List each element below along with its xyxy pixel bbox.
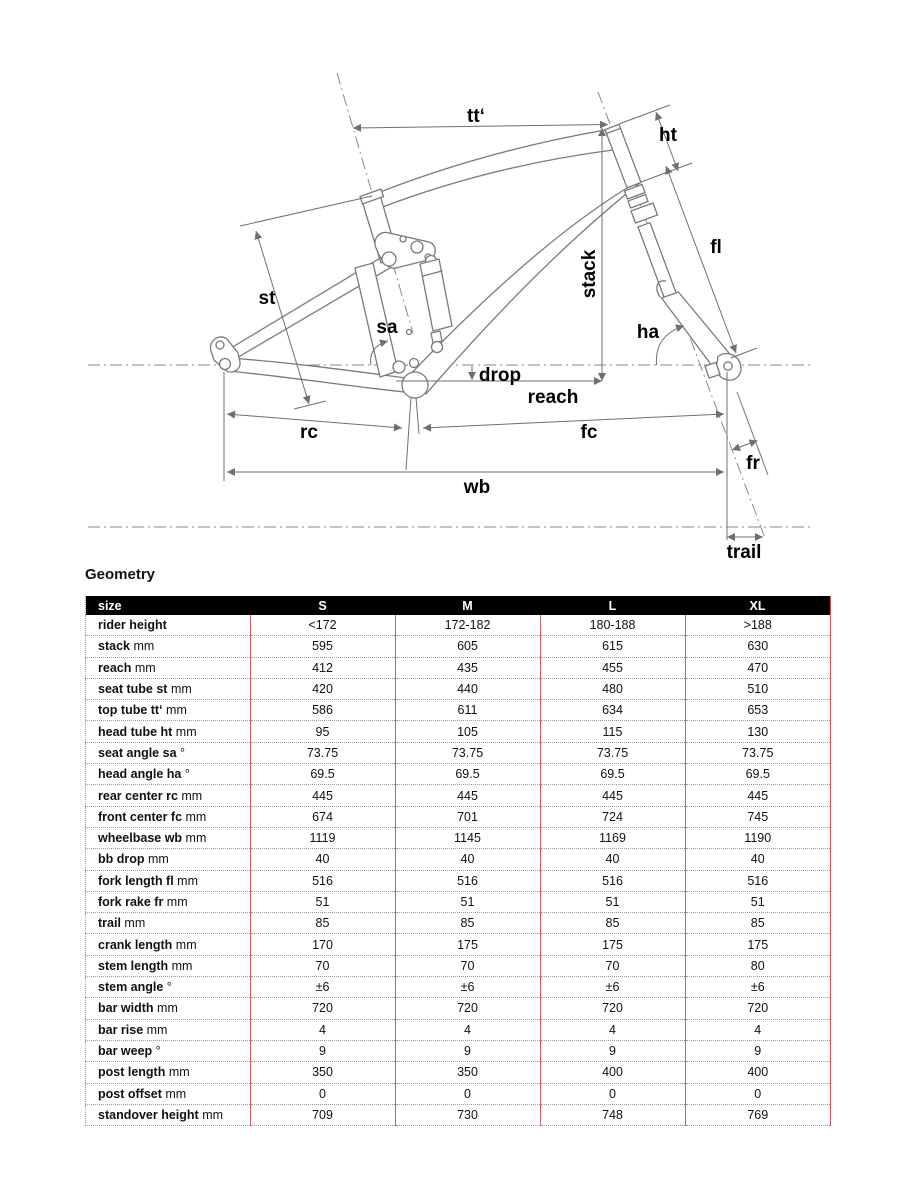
row-value: 720 — [540, 998, 685, 1019]
table-row — [86, 913, 831, 934]
dim-fc — [423, 414, 724, 428]
row-label: crank length mm — [86, 934, 251, 955]
row-label: bar rise mm — [86, 1019, 251, 1040]
size-header-m: M — [395, 596, 540, 615]
row-value: 70 — [250, 955, 395, 976]
label-trail: trail — [726, 542, 762, 563]
row-label: rear center rc mm — [86, 785, 251, 806]
table-row — [86, 721, 831, 742]
row-value: 9 — [250, 1040, 395, 1061]
label-ht: ht — [659, 125, 677, 146]
row-value: 701 — [395, 806, 540, 827]
row-label: fork rake fr mm — [86, 891, 251, 912]
table-row — [86, 785, 831, 806]
row-value: 748 — [540, 1104, 685, 1125]
row-value: 470 — [685, 657, 831, 678]
row-value: ±6 — [540, 977, 685, 998]
label-st: st — [258, 288, 276, 309]
row-value: 40 — [250, 849, 395, 870]
row-value: 40 — [395, 849, 540, 870]
table-row — [86, 891, 831, 912]
row-value: 1169 — [540, 827, 685, 848]
row-value: 1190 — [685, 827, 831, 848]
row-value: 595 — [250, 636, 395, 657]
row-value: 400 — [540, 1062, 685, 1083]
rear-axle — [220, 359, 231, 370]
table-row — [86, 1083, 831, 1104]
row-label: bar weep ° — [86, 1040, 251, 1061]
row-value: 445 — [395, 785, 540, 806]
size-header-xl: XL — [685, 596, 831, 615]
row-value: 95 — [250, 721, 395, 742]
row-value: 85 — [540, 913, 685, 934]
row-value: 435 — [395, 657, 540, 678]
row-value: 1145 — [395, 827, 540, 848]
row-value: 51 — [250, 891, 395, 912]
row-value: ±6 — [395, 977, 540, 998]
row-value: 0 — [395, 1083, 540, 1104]
row-value: 516 — [395, 870, 540, 891]
row-value: 440 — [395, 678, 540, 699]
label-rc: rc — [300, 422, 318, 443]
row-value: 720 — [395, 998, 540, 1019]
label-fc: fc — [580, 422, 598, 443]
label-fr: fr — [746, 453, 760, 474]
row-value: 634 — [540, 700, 685, 721]
row-value: 175 — [540, 934, 685, 955]
row-value: 605 — [395, 636, 540, 657]
row-value: 720 — [250, 998, 395, 1019]
row-value: 9 — [540, 1040, 685, 1061]
row-value: 769 — [685, 1104, 831, 1125]
table-row — [86, 615, 831, 636]
row-value: ±6 — [685, 977, 831, 998]
row-label: head angle ha ° — [86, 764, 251, 785]
size-header-s: S — [250, 596, 395, 615]
row-value: 70 — [540, 955, 685, 976]
row-value: 51 — [685, 891, 831, 912]
row-value: 180-188 — [540, 615, 685, 636]
row-label: bar width mm — [86, 998, 251, 1019]
centerlines — [88, 73, 812, 538]
row-value: 130 — [685, 721, 831, 742]
row-value: 105 — [395, 721, 540, 742]
label-wb: wb — [463, 477, 491, 498]
table-row — [86, 827, 831, 848]
row-value: 445 — [250, 785, 395, 806]
bike-geometry-diagram — [0, 0, 900, 565]
row-value: 445 — [540, 785, 685, 806]
size-column-header: size — [86, 596, 251, 615]
table-row — [86, 806, 831, 827]
ext-bb-fan-2 — [416, 397, 419, 434]
row-value: 400 — [685, 1062, 831, 1083]
row-value: 175 — [685, 934, 831, 955]
row-label: wheelbase wb mm — [86, 827, 251, 848]
row-value: 40 — [540, 849, 685, 870]
row-value: 73.75 — [540, 742, 685, 763]
table-row — [86, 1019, 831, 1040]
label-stack: stack — [579, 249, 600, 299]
label-drop: drop — [478, 365, 522, 386]
row-value: 0 — [685, 1083, 831, 1104]
row-value: 745 — [685, 806, 831, 827]
row-label: top tube tt‘ mm — [86, 700, 251, 721]
row-value: 412 — [250, 657, 395, 678]
table-row — [86, 1040, 831, 1061]
table-row — [86, 700, 831, 721]
row-value: 586 — [250, 700, 395, 721]
row-value: 80 — [685, 955, 831, 976]
top-tube — [370, 130, 613, 208]
front-axle — [724, 362, 732, 370]
row-value: 724 — [540, 806, 685, 827]
label-ha: ha — [636, 322, 660, 343]
table-row — [86, 977, 831, 998]
geometry-table — [85, 596, 831, 1126]
row-label: reach mm — [86, 657, 251, 678]
row-label: fork length fl mm — [86, 870, 251, 891]
table-row — [86, 764, 831, 785]
row-value: 85 — [250, 913, 395, 934]
row-value: 0 — [540, 1083, 685, 1104]
row-label: stack mm — [86, 636, 251, 657]
row-value: 1119 — [250, 827, 395, 848]
seat-tube-bolt — [407, 330, 412, 335]
table-row — [86, 657, 831, 678]
row-value: 480 — [540, 678, 685, 699]
section-title: Geometry — [85, 566, 156, 583]
row-value: 175 — [395, 934, 540, 955]
rear-dropout-hole — [216, 341, 224, 349]
row-label: bb drop mm — [86, 849, 251, 870]
label-reach: reach — [527, 387, 579, 408]
ext-ht-bottom — [641, 163, 692, 182]
row-label: seat angle sa ° — [86, 742, 251, 763]
row-value: 350 — [395, 1062, 540, 1083]
row-value: 69.5 — [540, 764, 685, 785]
label-fl: fl — [710, 237, 722, 258]
table-row — [86, 998, 831, 1019]
rocker-shock-hole — [411, 241, 423, 253]
row-value: 516 — [685, 870, 831, 891]
table-row — [86, 636, 831, 657]
row-label: post offset mm — [86, 1083, 251, 1104]
row-label: stem angle ° — [86, 977, 251, 998]
dimension-labels — [259, 106, 762, 563]
row-value: 115 — [540, 721, 685, 742]
row-value: 730 — [395, 1104, 540, 1125]
ext-st-top — [240, 196, 372, 226]
row-value: 40 — [685, 849, 831, 870]
head-tube — [605, 124, 641, 187]
table-row — [86, 934, 831, 955]
row-value: 350 — [250, 1062, 395, 1083]
dim-ha-arc — [656, 326, 684, 365]
row-label: head tube ht mm — [86, 721, 251, 742]
row-value: 70 — [395, 955, 540, 976]
row-value: 69.5 — [395, 764, 540, 785]
label-sa: sa — [376, 317, 398, 338]
table-row — [86, 678, 831, 699]
table-row — [86, 742, 831, 763]
row-value: 611 — [395, 700, 540, 721]
main-pivot — [393, 361, 405, 373]
row-label: rider height — [86, 615, 251, 636]
ext-ht-top — [619, 105, 670, 124]
row-value: 4 — [685, 1019, 831, 1040]
table-row — [86, 1062, 831, 1083]
row-value: 73.75 — [395, 742, 540, 763]
row-value: 51 — [540, 891, 685, 912]
row-label: stem length mm — [86, 955, 251, 976]
row-value: 170 — [250, 934, 395, 955]
row-value: 709 — [250, 1104, 395, 1125]
table-row — [86, 1104, 831, 1125]
ext-bb-fan-1 — [406, 397, 411, 470]
row-value: 510 — [685, 678, 831, 699]
row-value: 85 — [685, 913, 831, 934]
bottom-bracket — [402, 372, 428, 398]
geometry-table-body — [86, 615, 831, 1126]
row-value: 69.5 — [685, 764, 831, 785]
row-label: trail mm — [86, 913, 251, 934]
table-row — [86, 870, 831, 891]
row-value: 73.75 — [685, 742, 831, 763]
row-value: 516 — [540, 870, 685, 891]
size-header-l: L — [540, 596, 685, 615]
rocker-small-hole2 — [400, 236, 406, 242]
row-value: 0 — [250, 1083, 395, 1104]
row-label: standover height mm — [86, 1104, 251, 1125]
row-value: 630 — [685, 636, 831, 657]
row-value: 516 — [250, 870, 395, 891]
row-value: 445 — [685, 785, 831, 806]
row-value: 615 — [540, 636, 685, 657]
table-row — [86, 955, 831, 976]
row-value: <172 — [250, 615, 395, 636]
row-value: 9 — [685, 1040, 831, 1061]
row-value: 455 — [540, 657, 685, 678]
shock-body — [420, 259, 452, 331]
row-label: seat tube st mm — [86, 678, 251, 699]
label-tt: tt‘ — [467, 106, 485, 127]
row-value: >188 — [685, 615, 831, 636]
bike-frame-drawing — [210, 124, 741, 398]
rocker-pivot-hole — [382, 252, 396, 266]
row-value: 73.75 — [250, 742, 395, 763]
row-value: 4 — [540, 1019, 685, 1040]
row-value: 69.5 — [250, 764, 395, 785]
row-label: post length mm — [86, 1062, 251, 1083]
fork-stanchion — [638, 223, 679, 306]
row-value: 51 — [395, 891, 540, 912]
row-value: 420 — [250, 678, 395, 699]
ext-st-bottom-tick — [294, 401, 326, 409]
dim-fr — [732, 441, 758, 451]
table-header-row — [86, 596, 831, 615]
table-row — [86, 849, 831, 870]
row-value: 172-182 — [395, 615, 540, 636]
link-pivot — [410, 359, 419, 368]
row-value: 85 — [395, 913, 540, 934]
row-value: ±6 — [250, 977, 395, 998]
row-value: 4 — [395, 1019, 540, 1040]
shock-lower-eye — [432, 342, 443, 353]
row-value: 720 — [685, 998, 831, 1019]
row-label: front center fc mm — [86, 806, 251, 827]
row-value: 4 — [250, 1019, 395, 1040]
row-value: 9 — [395, 1040, 540, 1061]
row-value: 653 — [685, 700, 831, 721]
row-value: 674 — [250, 806, 395, 827]
